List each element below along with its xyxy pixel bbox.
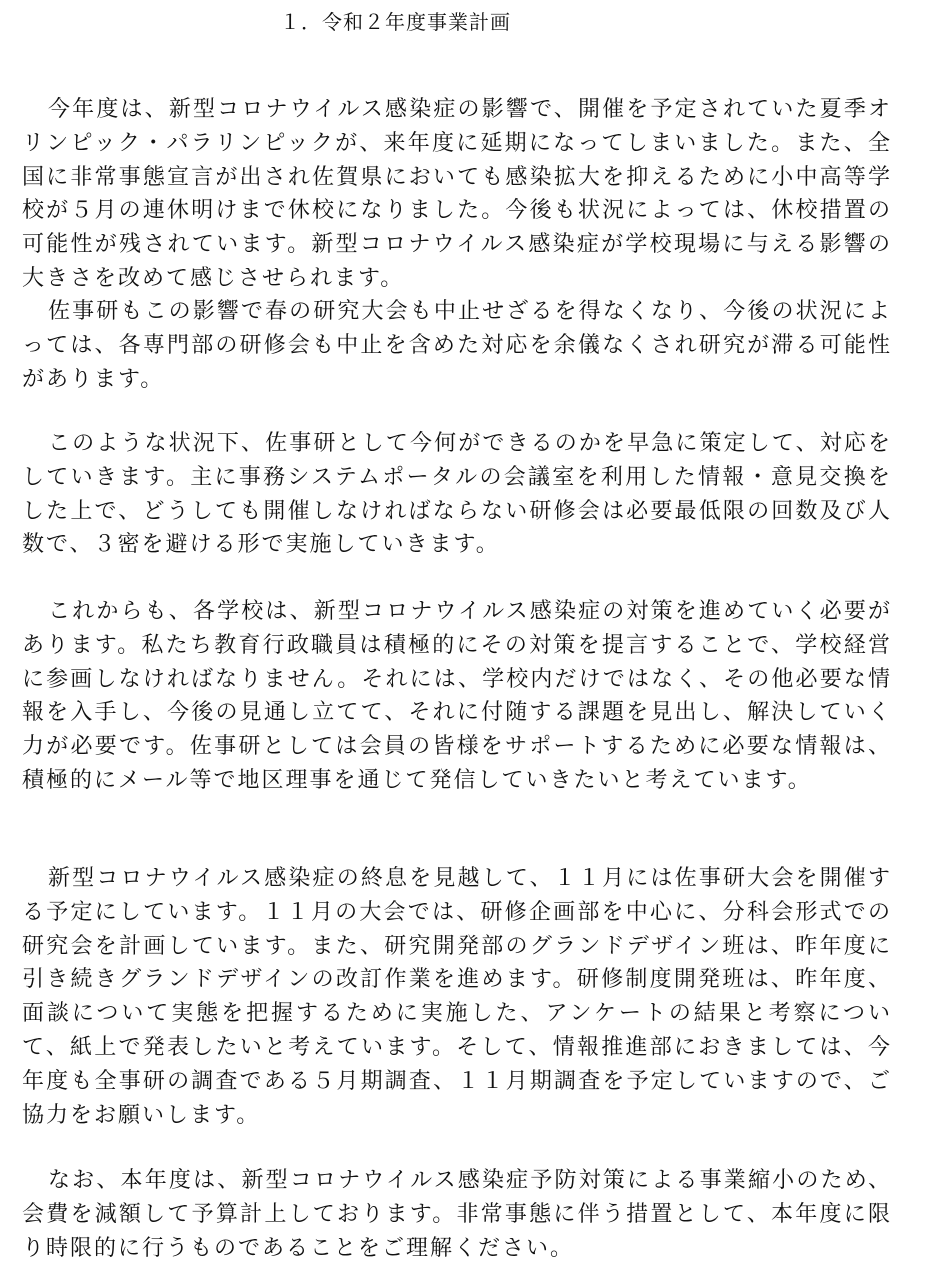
- paragraph-3: このような状況下、佐事研として今何ができるのかを早急に策定して、対応をしていきます。主に事務システムポータルの会議室を利用した情報・意見交換をした上で、どうしても開催しなければならない研修会は必要最低限の回数及び人数で、３密を避ける形で実施していきます。: [22, 431, 892, 558]
- paragraph-2: 佐事研もこの影響で春の研究大会も中止せざるを得なくなり、今後の状況によっては、各専門部の研修会も中止を含めた対応を余儀なくされ研究が滞る可能性があります。: [22, 299, 892, 392]
- paragraph-1: 今年度は、新型コロナウイルス感染症の影響で、開催を予定されていた夏季オリンピック・パラリンピックが、来年度に延期になってしまいました。また、全国に非常事態宣言が出され佐賀県においても感染拡大を抑えるために小中高等学校が５月の連休明けまで休校になりました。今後も状況によっては、休校措置の可能性が残されています。新型コロナウイルス感染症が学校現場に与える影響の大きさを改めて感じさせられます。: [22, 97, 892, 291]
- paragraph-5: 新型コロナウイルス感染症の終息を見越して、１１月には佐事研大会を開催する予定にしています。１１月の大会では、研修企画部を中心に、分科会形式での研究会を計画しています。また、研究開発部のグランドデザイン班は、昨年度に引き続きグランドデザインの改訂作業を進めます。研修制度開発班は、昨年度、面談について実態を把握するために実施した、アンケートの結果と考察について、紙上で発表したいと考えています。そして、情報推進部におきましては、今年度も全事研の調査である５月期調査、１１月期調査を予定していますので、ご協力をお願いします。: [22, 866, 892, 1128]
- paragraph-6: なお、本年度は、新型コロナウイルス感染症予防対策による事業縮小のため、会費を減額して予算計上しております。非常事態に伴う措置として、本年度に限り時限的に行うものであることをご理解ください。: [22, 1168, 892, 1261]
- section-heading: １．令和２年度事業計画: [280, 10, 511, 34]
- paragraph-4: これからも、各学校は、新型コロナウイルス感染症の対策を進めていく必要があります。私たち教育行政職員は積極的にその対策を提言することで、学校経営に参画しなければなりません。それには、学校内だけではなく、その他必要な情報を入手し、今後の見通し立てて、それに付随する課題を見出し、解決していく力が必要です。佐事研としては会員の皆様をサポートするために必要な情報は、積極的にメール等で地区理事を通じて発信していきたいと考えています。: [22, 599, 892, 793]
